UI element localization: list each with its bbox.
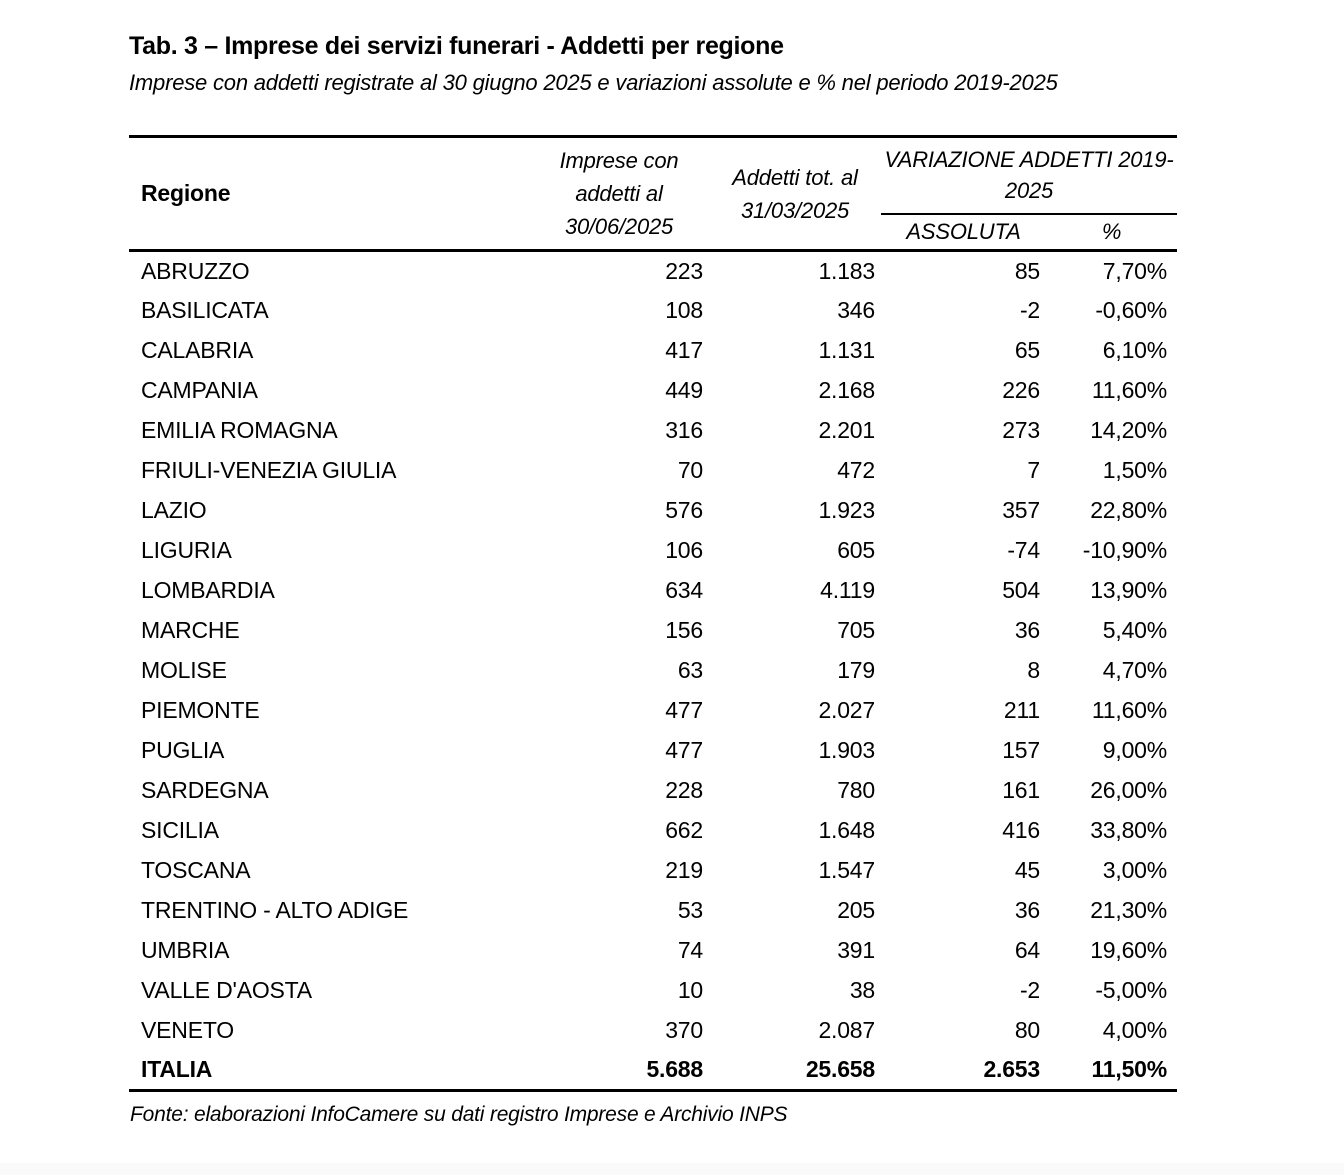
imprese-cell: 662 [665, 817, 703, 843]
region-cell: TOSCANA [141, 857, 251, 883]
table-row [129, 491, 1177, 531]
table-row [129, 731, 1177, 771]
imprese-cell: 63 [677, 657, 703, 683]
assoluta-cell: 85 [1014, 257, 1040, 284]
region-cell: MOLISE [141, 657, 227, 683]
addetti-cell: 4.119 [820, 577, 875, 603]
percent-cell: 13,90% [1090, 577, 1168, 603]
imprese-cell: 634 [665, 577, 703, 603]
region-cell: CAMPANIA [141, 377, 258, 403]
percent-cell: 4,00% [1102, 1017, 1168, 1043]
assoluta-cell: 161 [1002, 777, 1040, 803]
assoluta-cell: 504 [1002, 577, 1040, 603]
percent-cell: 3,00% [1102, 857, 1168, 883]
table-row [129, 891, 1177, 931]
addetti-cell: 346 [837, 297, 875, 323]
table-total-row [129, 1051, 1177, 1091]
region-cell: CALABRIA [141, 337, 254, 363]
table-body [129, 251, 1177, 1091]
imprese-cell: 477 [665, 697, 703, 723]
region-cell: LAZIO [141, 497, 207, 523]
addetti-cell: 391 [837, 937, 875, 963]
addetti-cell: 179 [837, 657, 875, 683]
table-subtitle: Imprese con addetti registrate al 30 giugno 2025 e variazioni assolute e % nel periodo 2019-2025 [129, 70, 1058, 95]
assoluta-cell: 7 [1027, 457, 1040, 483]
table-row [129, 371, 1177, 411]
table-row [129, 931, 1177, 971]
table-row [129, 811, 1177, 851]
assoluta-cell: 157 [1002, 737, 1040, 763]
imprese-cell: 449 [665, 377, 703, 403]
percent-cell: -10,90% [1082, 537, 1168, 563]
region-cell: EMILIA ROMAGNA [141, 417, 338, 443]
imprese-cell: 316 [665, 417, 703, 443]
region-cell: ABRUZZO [141, 257, 250, 284]
regions-table [129, 135, 1177, 1092]
col-header-addetti: Addetti tot. al 31/03/2025 [709, 137, 881, 251]
total-assoluta-cell: 2.653 [881, 1051, 1046, 1091]
table-row [129, 291, 1177, 331]
addetti-cell: 1.648 [818, 817, 875, 843]
addetti-cell: 2.201 [818, 417, 875, 443]
addetti-cell: 2.027 [818, 697, 875, 723]
table-row [129, 611, 1177, 651]
percent-cell: 4,70% [1102, 657, 1168, 683]
addetti-cell: 1.903 [818, 737, 875, 763]
region-cell: LOMBARDIA [141, 577, 275, 603]
col-header-variazione-group: VARIAZIONE ADDETTI 2019-2025 [881, 137, 1177, 214]
region-cell: UMBRIA [141, 937, 230, 963]
document-page [129, 30, 1177, 1129]
assoluta-cell: 64 [1014, 937, 1040, 963]
percent-cell: 7,70% [1102, 257, 1168, 284]
table-row [129, 531, 1177, 571]
table-row [129, 851, 1177, 891]
assoluta-cell: 65 [1014, 337, 1040, 363]
imprese-cell: 576 [665, 497, 703, 523]
percent-cell: 26,00% [1090, 777, 1168, 803]
total-region-cell: ITALIA [129, 1051, 529, 1091]
region-cell: VALLE D'AOSTA [141, 977, 312, 1003]
addetti-cell: 1.183 [818, 257, 875, 284]
table-row [129, 251, 1177, 291]
assoluta-cell: -2 [1019, 297, 1040, 323]
addetti-cell: 705 [837, 617, 875, 643]
region-cell: SARDEGNA [141, 777, 269, 803]
percent-cell: 1,50% [1102, 457, 1168, 483]
imprese-cell: 370 [665, 1017, 703, 1043]
table-title: Tab. 3 – Imprese dei servizi funerari - Addetti per regione [129, 32, 784, 60]
source-note: Fonte: elaborazioni InfoCamere su dati registro Imprese e Archivio INPS [130, 1103, 788, 1126]
imprese-cell: 477 [665, 737, 703, 763]
percent-cell: 22,80% [1090, 497, 1168, 523]
table-row [129, 571, 1177, 611]
assoluta-cell: 211 [1003, 697, 1040, 723]
percent-cell: 9,00% [1102, 737, 1168, 763]
region-cell: BASILICATA [141, 297, 269, 323]
percent-cell: 14,20% [1090, 417, 1168, 443]
imprese-cell: 156 [665, 617, 703, 643]
window-edge-strip [0, 1163, 1344, 1175]
table-header [129, 137, 1177, 251]
table-row [129, 691, 1177, 731]
assoluta-cell: -74 [1007, 537, 1040, 563]
assoluta-cell: 273 [1002, 417, 1040, 443]
assoluta-cell: 80 [1014, 1017, 1040, 1043]
percent-cell: 19,60% [1090, 937, 1168, 963]
imprese-cell: 70 [677, 457, 703, 483]
assoluta-cell: 36 [1014, 897, 1040, 923]
total-addetti-cell: 25.658 [709, 1051, 881, 1091]
percent-cell: 11,60% [1091, 377, 1168, 403]
assoluta-cell: 226 [1002, 377, 1040, 403]
table-row [129, 331, 1177, 371]
total-percent-cell: 11,50% [1046, 1051, 1177, 1091]
table-row [129, 411, 1177, 451]
percent-cell: 21,30% [1090, 897, 1168, 923]
imprese-cell: 53 [677, 897, 703, 923]
region-cell: FRIULI-VENEZIA GIULIA [141, 457, 397, 483]
imprese-cell: 10 [677, 977, 703, 1003]
col-header-regione: Regione [129, 137, 529, 251]
assoluta-cell: 357 [1002, 497, 1040, 523]
table-row [129, 651, 1177, 691]
region-cell: TRENTINO - ALTO ADIGE [141, 897, 409, 923]
imprese-cell: 228 [665, 777, 703, 803]
region-cell: MARCHE [141, 617, 240, 643]
addetti-cell: 1.131 [818, 337, 875, 363]
table-row [129, 971, 1177, 1011]
addetti-cell: 2.087 [818, 1017, 875, 1043]
table-row [129, 451, 1177, 491]
imprese-cell: 74 [677, 937, 703, 963]
region-cell: PUGLIA [141, 737, 225, 763]
assoluta-cell: 36 [1014, 617, 1040, 643]
imprese-cell: 223 [665, 257, 703, 284]
imprese-cell: 417 [665, 337, 703, 363]
assoluta-cell: -2 [1019, 977, 1040, 1003]
table-row [129, 771, 1177, 811]
addetti-cell: 38 [849, 977, 875, 1003]
addetti-cell: 1.547 [818, 857, 875, 883]
percent-cell: 6,10% [1102, 337, 1168, 363]
total-imprese-cell: 5.688 [529, 1051, 709, 1091]
percent-cell: -5,00% [1095, 977, 1168, 1003]
region-cell: VENETO [141, 1017, 234, 1043]
assoluta-cell: 8 [1027, 657, 1040, 683]
assoluta-cell: 416 [1002, 817, 1040, 843]
addetti-cell: 605 [837, 537, 875, 563]
addetti-cell: 1.923 [818, 497, 875, 523]
col-header-percent: % [1046, 214, 1177, 251]
addetti-cell: 2.168 [818, 377, 875, 403]
addetti-cell: 205 [837, 897, 875, 923]
region-cell: SICILIA [141, 817, 219, 843]
table-row [129, 1011, 1177, 1051]
imprese-cell: 106 [665, 537, 703, 563]
assoluta-cell: 45 [1014, 857, 1040, 883]
percent-cell: 11,60% [1091, 697, 1168, 723]
percent-cell: 5,40% [1102, 617, 1168, 643]
region-cell: LIGURIA [141, 537, 232, 563]
addetti-cell: 780 [837, 777, 875, 803]
imprese-cell: 219 [665, 857, 703, 883]
region-cell: PIEMONTE [141, 697, 260, 723]
addetti-cell: 472 [837, 457, 875, 483]
col-header-assoluta: ASSOLUTA [881, 214, 1046, 251]
percent-cell: 33,80% [1090, 817, 1168, 843]
imprese-cell: 108 [665, 297, 703, 323]
col-header-imprese: Imprese con addetti al 30/06/2025 [529, 137, 709, 251]
percent-cell: -0,60% [1095, 297, 1168, 323]
